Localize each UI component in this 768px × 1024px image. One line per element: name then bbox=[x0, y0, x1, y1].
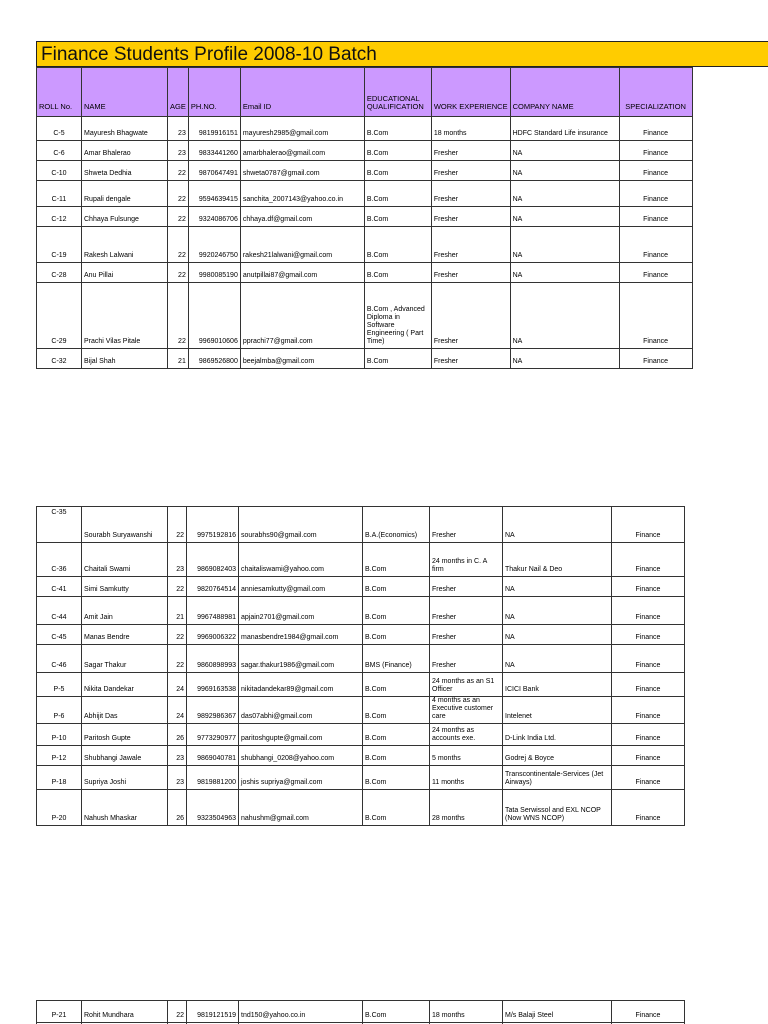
cell-qualification: B.Com bbox=[363, 673, 430, 697]
cell-work-experience: Fresher bbox=[430, 577, 503, 597]
table-row bbox=[37, 1001, 685, 1023]
cell-name: Supriya Joshi bbox=[82, 766, 168, 790]
cell-qualification: B.Com bbox=[364, 263, 431, 283]
cell-qualification: BMS (Finance) bbox=[363, 645, 430, 673]
cell-company: NA bbox=[510, 161, 619, 181]
cell-age: 21 bbox=[168, 349, 189, 369]
cell-roll-no: C-45 bbox=[37, 625, 82, 645]
cell-company: NA bbox=[510, 181, 619, 207]
cell-roll-no: C-5 bbox=[37, 117, 82, 141]
cell-age: 23 bbox=[168, 141, 189, 161]
table-row bbox=[37, 161, 693, 181]
cell-specialization: Finance bbox=[612, 625, 685, 645]
cell-company: NA bbox=[510, 141, 619, 161]
cell-specialization: Finance bbox=[612, 507, 685, 543]
cell-specialization: Finance bbox=[619, 349, 692, 369]
cell-specialization: Finance bbox=[619, 181, 692, 207]
cell-roll-no: C-28 bbox=[37, 263, 82, 283]
cell-company: NA bbox=[503, 597, 612, 625]
table-row bbox=[37, 673, 685, 697]
cell-name: Sourabh Suryawanshi bbox=[82, 507, 168, 543]
table-row bbox=[37, 724, 685, 746]
cell-phone: 9967488981 bbox=[187, 597, 239, 625]
cell-age: 22 bbox=[168, 263, 189, 283]
cell-phone: 9820764514 bbox=[187, 577, 239, 597]
header-age: AGE bbox=[168, 68, 189, 117]
cell-roll-no: P-18 bbox=[37, 766, 82, 790]
cell-name: Chaitali Swami bbox=[82, 543, 168, 577]
cell-phone: 9819916151 bbox=[188, 117, 240, 141]
cell-age: 23 bbox=[168, 117, 189, 141]
cell-specialization: Finance bbox=[612, 1001, 685, 1023]
cell-qualification: B.Com bbox=[363, 543, 430, 577]
cell-company: HDFC Standard Life insurance bbox=[510, 117, 619, 141]
cell-specialization: Finance bbox=[619, 227, 692, 263]
table-header-row bbox=[37, 68, 693, 117]
cell-age: 22 bbox=[168, 577, 187, 597]
cell-email: shweta0787@gmail.com bbox=[240, 161, 364, 181]
cell-phone: 9869526800 bbox=[188, 349, 240, 369]
document-title: Finance Students Profile 2008-10 Batch bbox=[41, 44, 377, 65]
cell-roll-no: C-41 bbox=[37, 577, 82, 597]
table-block-3 bbox=[37, 1001, 685, 1024]
cell-qualification: B.Com bbox=[363, 625, 430, 645]
cell-specialization: Finance bbox=[619, 161, 692, 181]
cell-company: Intelenet bbox=[503, 697, 612, 724]
cell-roll-no: C-6 bbox=[37, 141, 82, 161]
cell-roll-no: P-5 bbox=[37, 673, 82, 697]
cell-roll-no: P-10 bbox=[37, 724, 82, 746]
cell-work-experience: Fresher bbox=[431, 349, 510, 369]
cell-company: NA bbox=[510, 263, 619, 283]
table-row bbox=[37, 117, 693, 141]
table-row bbox=[37, 577, 685, 597]
cell-age: 24 bbox=[168, 673, 187, 697]
cell-specialization: Finance bbox=[619, 207, 692, 227]
cell-specialization: Finance bbox=[612, 597, 685, 625]
header-company: COMPANY NAME bbox=[510, 68, 619, 117]
cell-qualification: B.Com bbox=[363, 766, 430, 790]
cell-name: Sagar Thakur bbox=[82, 645, 168, 673]
cell-company: NA bbox=[503, 645, 612, 673]
cell-work-experience: Fresher bbox=[431, 141, 510, 161]
cell-roll-no: C-46 bbox=[37, 645, 82, 673]
cell-name: Rakesh Lalwani bbox=[82, 227, 168, 263]
cell-roll-no: C-12 bbox=[37, 207, 82, 227]
cell-email: pprachi77@gmail.com bbox=[240, 283, 364, 349]
table-row bbox=[37, 507, 685, 543]
cell-roll-no: C-11 bbox=[37, 181, 82, 207]
cell-qualification: B.Com bbox=[363, 597, 430, 625]
cell-name: Abhijit Das bbox=[82, 697, 168, 724]
cell-company: Godrej & Boyce bbox=[503, 746, 612, 766]
cell-company: NA bbox=[510, 207, 619, 227]
cell-phone: 9869040781 bbox=[187, 746, 239, 766]
cell-specialization: Finance bbox=[612, 790, 685, 826]
table-row bbox=[37, 597, 685, 625]
cell-qualification: B.A.(Economics) bbox=[363, 507, 430, 543]
cell-email: tnd150@yahoo.co.in bbox=[239, 1001, 363, 1023]
cell-company: D-Link India Ltd. bbox=[503, 724, 612, 746]
cell-company: NA bbox=[510, 283, 619, 349]
cell-age: 22 bbox=[168, 207, 189, 227]
cell-phone: 9980085190 bbox=[188, 263, 240, 283]
cell-qualification: B.Com bbox=[363, 577, 430, 597]
cell-age: 26 bbox=[168, 790, 187, 826]
cell-work-experience: 18 months bbox=[430, 1001, 503, 1023]
cell-roll-no: C-32 bbox=[37, 349, 82, 369]
cell-name: Chhaya Fulsunge bbox=[82, 207, 168, 227]
cell-age: 22 bbox=[168, 283, 189, 349]
cell-company: Tata Serwissol and EXL NCOP (Now WNS NCOP) bbox=[503, 790, 612, 826]
cell-email: beejalmba@gmail.com bbox=[240, 349, 364, 369]
cell-email: manasbendre1984@gmail.com bbox=[239, 625, 363, 645]
cell-qualification: B.Com bbox=[364, 207, 431, 227]
cell-work-experience: Fresher bbox=[431, 161, 510, 181]
cell-qualification: B.Com bbox=[364, 227, 431, 263]
cell-email: anutpillai87@gmail.com bbox=[240, 263, 364, 283]
cell-specialization: Finance bbox=[612, 645, 685, 673]
cell-work-experience: Fresher bbox=[430, 507, 503, 543]
cell-email: anniesamkutty@gmail.com bbox=[239, 577, 363, 597]
cell-company: NA bbox=[510, 349, 619, 369]
students-table-block-2 bbox=[36, 506, 685, 826]
header-name: NAME bbox=[82, 68, 168, 117]
cell-phone: 9969163538 bbox=[187, 673, 239, 697]
cell-company: Transcontinentale-Services (Jet Airways) bbox=[503, 766, 612, 790]
cell-qualification: B.Com bbox=[363, 790, 430, 826]
cell-qualification: B.Com bbox=[364, 181, 431, 207]
cell-roll-no: C-35 bbox=[37, 507, 82, 543]
cell-email: nikitadandekar89@gmail.com bbox=[239, 673, 363, 697]
cell-qualification: B.Com bbox=[364, 141, 431, 161]
cell-work-experience: 4 months as an Executive customer care bbox=[430, 697, 503, 724]
cell-email: chhaya.df@gmail.com bbox=[240, 207, 364, 227]
cell-age: 23 bbox=[168, 766, 187, 790]
cell-name: Nikita Dandekar bbox=[82, 673, 168, 697]
cell-work-experience: Fresher bbox=[431, 227, 510, 263]
cell-work-experience: Fresher bbox=[431, 207, 510, 227]
cell-age: 22 bbox=[168, 507, 187, 543]
table-row bbox=[37, 227, 693, 263]
table-row bbox=[37, 625, 685, 645]
cell-work-experience: 18 months bbox=[431, 117, 510, 141]
cell-age: 23 bbox=[168, 746, 187, 766]
cell-work-experience: 24 months as an S1 Officer bbox=[430, 673, 503, 697]
cell-work-experience: Fresher bbox=[430, 597, 503, 625]
table-row bbox=[37, 746, 685, 766]
cell-company: NA bbox=[503, 625, 612, 645]
cell-roll-no: C-10 bbox=[37, 161, 82, 181]
table-block-1 bbox=[37, 117, 693, 369]
cell-age: 22 bbox=[168, 645, 187, 673]
cell-email: chaitaliswami@yahoo.com bbox=[239, 543, 363, 577]
table-row bbox=[37, 790, 685, 826]
cell-roll-no: P-12 bbox=[37, 746, 82, 766]
cell-name: Amit Jain bbox=[82, 597, 168, 625]
header-email: Email ID bbox=[240, 68, 364, 117]
cell-company: NA bbox=[503, 507, 612, 543]
cell-company: NA bbox=[503, 577, 612, 597]
table-row bbox=[37, 766, 685, 790]
cell-email: nahushm@gmail.com bbox=[239, 790, 363, 826]
students-table-header-block bbox=[36, 67, 693, 369]
cell-phone: 9969006322 bbox=[187, 625, 239, 645]
cell-name: Shweta Dedhia bbox=[82, 161, 168, 181]
cell-email: rakesh21lalwani@gmail.com bbox=[240, 227, 364, 263]
cell-name: Mayuresh Bhagwate bbox=[82, 117, 168, 141]
cell-work-experience: Fresher bbox=[430, 625, 503, 645]
cell-work-experience: 24 months as accounts exe. bbox=[430, 724, 503, 746]
cell-name: Paritosh Gupte bbox=[82, 724, 168, 746]
cell-phone: 9594639415 bbox=[188, 181, 240, 207]
cell-specialization: Finance bbox=[619, 283, 692, 349]
cell-work-experience: Fresher bbox=[431, 181, 510, 207]
cell-specialization: Finance bbox=[612, 766, 685, 790]
cell-specialization: Finance bbox=[612, 697, 685, 724]
students-table-block-3 bbox=[36, 1000, 685, 1024]
header-specialization: SPECIALIZATION bbox=[619, 68, 692, 117]
cell-email: mayuresh2985@gmail.com bbox=[240, 117, 364, 141]
cell-qualification: B.Com bbox=[363, 746, 430, 766]
cell-phone: 9819121519 bbox=[187, 1001, 239, 1023]
cell-work-experience: Fresher bbox=[431, 283, 510, 349]
table-row bbox=[37, 283, 693, 349]
cell-company: M/s Balaji Steel bbox=[503, 1001, 612, 1023]
cell-age: 26 bbox=[168, 724, 187, 746]
cell-qualification: B.Com bbox=[364, 349, 431, 369]
cell-age: 22 bbox=[168, 181, 189, 207]
cell-work-experience: 24 months in C. A firm bbox=[430, 543, 503, 577]
cell-phone: 9324086706 bbox=[188, 207, 240, 227]
cell-name: Shubhangi Jawale bbox=[82, 746, 168, 766]
table-row bbox=[37, 543, 685, 577]
cell-roll-no: P-21 bbox=[37, 1001, 82, 1023]
table-row bbox=[37, 181, 693, 207]
cell-roll-no: P-6 bbox=[37, 697, 82, 724]
table-row bbox=[37, 141, 693, 161]
cell-work-experience: 28 months bbox=[430, 790, 503, 826]
header-work-experience: WORK EXPERIENCE bbox=[431, 68, 510, 117]
cell-age: 22 bbox=[168, 625, 187, 645]
cell-email: apjain2701@gmail.com bbox=[239, 597, 363, 625]
header-roll-no: ROLL No. bbox=[37, 68, 82, 117]
cell-name: Rohit Mundhara bbox=[82, 1001, 168, 1023]
cell-name: Prachi Vilas Pitale bbox=[82, 283, 168, 349]
cell-phone: 9819881200 bbox=[187, 766, 239, 790]
cell-name: Anu Pillai bbox=[82, 263, 168, 283]
cell-name: Simi Samkutty bbox=[82, 577, 168, 597]
cell-roll-no: C-19 bbox=[37, 227, 82, 263]
cell-name: Manas Bendre bbox=[82, 625, 168, 645]
cell-phone: 9323504963 bbox=[187, 790, 239, 826]
cell-name: Nahush Mhaskar bbox=[82, 790, 168, 826]
cell-company: ICICI Bank bbox=[503, 673, 612, 697]
cell-specialization: Finance bbox=[619, 117, 692, 141]
cell-phone: 9920246750 bbox=[188, 227, 240, 263]
cell-email: sagar.thakur1986@gmail.com bbox=[239, 645, 363, 673]
cell-qualification: B.Com , Advanced Diploma in Software Engineering ( Part Time) bbox=[364, 283, 431, 349]
table-row bbox=[37, 645, 685, 673]
cell-specialization: Finance bbox=[619, 263, 692, 283]
table-row bbox=[37, 697, 685, 724]
cell-work-experience: 5 months bbox=[430, 746, 503, 766]
cell-age: 24 bbox=[168, 697, 187, 724]
table-row bbox=[37, 207, 693, 227]
cell-roll-no: P-20 bbox=[37, 790, 82, 826]
cell-company: Thakur Nail & Deo bbox=[503, 543, 612, 577]
table-row bbox=[37, 263, 693, 283]
cell-phone: 9833441260 bbox=[188, 141, 240, 161]
cell-email: joshis supriya@gmail.com bbox=[239, 766, 363, 790]
cell-email: shubhangi_0208@yahoo.com bbox=[239, 746, 363, 766]
header-phone: PH.NO. bbox=[188, 68, 240, 117]
header-qualification: EDUCATIONAL QUALIFICATION bbox=[364, 68, 431, 117]
cell-phone: 9975192816 bbox=[187, 507, 239, 543]
cell-email: sourabhs90@gmail.com bbox=[239, 507, 363, 543]
cell-work-experience: Fresher bbox=[431, 263, 510, 283]
cell-specialization: Finance bbox=[612, 543, 685, 577]
cell-specialization: Finance bbox=[612, 577, 685, 597]
cell-work-experience: 11 months bbox=[430, 766, 503, 790]
cell-phone: 9869082403 bbox=[187, 543, 239, 577]
cell-phone: 9773290977 bbox=[187, 724, 239, 746]
cell-email: amarbhalerao@gmail.com bbox=[240, 141, 364, 161]
cell-age: 21 bbox=[168, 597, 187, 625]
cell-name: Rupali dengale bbox=[82, 181, 168, 207]
cell-company: NA bbox=[510, 227, 619, 263]
cell-qualification: B.Com bbox=[364, 117, 431, 141]
title-bar bbox=[36, 41, 768, 67]
cell-phone: 9860898993 bbox=[187, 645, 239, 673]
cell-name: Amar Bhalerao bbox=[82, 141, 168, 161]
cell-age: 22 bbox=[168, 227, 189, 263]
cell-roll-no: C-44 bbox=[37, 597, 82, 625]
cell-qualification: B.Com bbox=[363, 697, 430, 724]
cell-email: paritoshgupte@gmail.com bbox=[239, 724, 363, 746]
cell-phone: 9969010606 bbox=[188, 283, 240, 349]
cell-specialization: Finance bbox=[612, 746, 685, 766]
cell-roll-no: C-36 bbox=[37, 543, 82, 577]
cell-email: sanchita_2007143@yahoo.co.in bbox=[240, 181, 364, 207]
cell-phone: 9892986367 bbox=[187, 697, 239, 724]
cell-qualification: B.Com bbox=[363, 724, 430, 746]
cell-roll-no: C-29 bbox=[37, 283, 82, 349]
cell-specialization: Finance bbox=[619, 141, 692, 161]
cell-age: 22 bbox=[168, 1001, 187, 1023]
cell-qualification: B.Com bbox=[363, 1001, 430, 1023]
cell-name: Bijal Shah bbox=[82, 349, 168, 369]
cell-phone: 9870647491 bbox=[188, 161, 240, 181]
table-row bbox=[37, 349, 693, 369]
table-block-2 bbox=[37, 507, 685, 826]
cell-age: 22 bbox=[168, 161, 189, 181]
cell-work-experience: Fresher bbox=[430, 645, 503, 673]
cell-email: das07abhi@gmail.com bbox=[239, 697, 363, 724]
cell-specialization: Finance bbox=[612, 724, 685, 746]
cell-age: 23 bbox=[168, 543, 187, 577]
cell-qualification: B.Com bbox=[364, 161, 431, 181]
cell-specialization: Finance bbox=[612, 673, 685, 697]
